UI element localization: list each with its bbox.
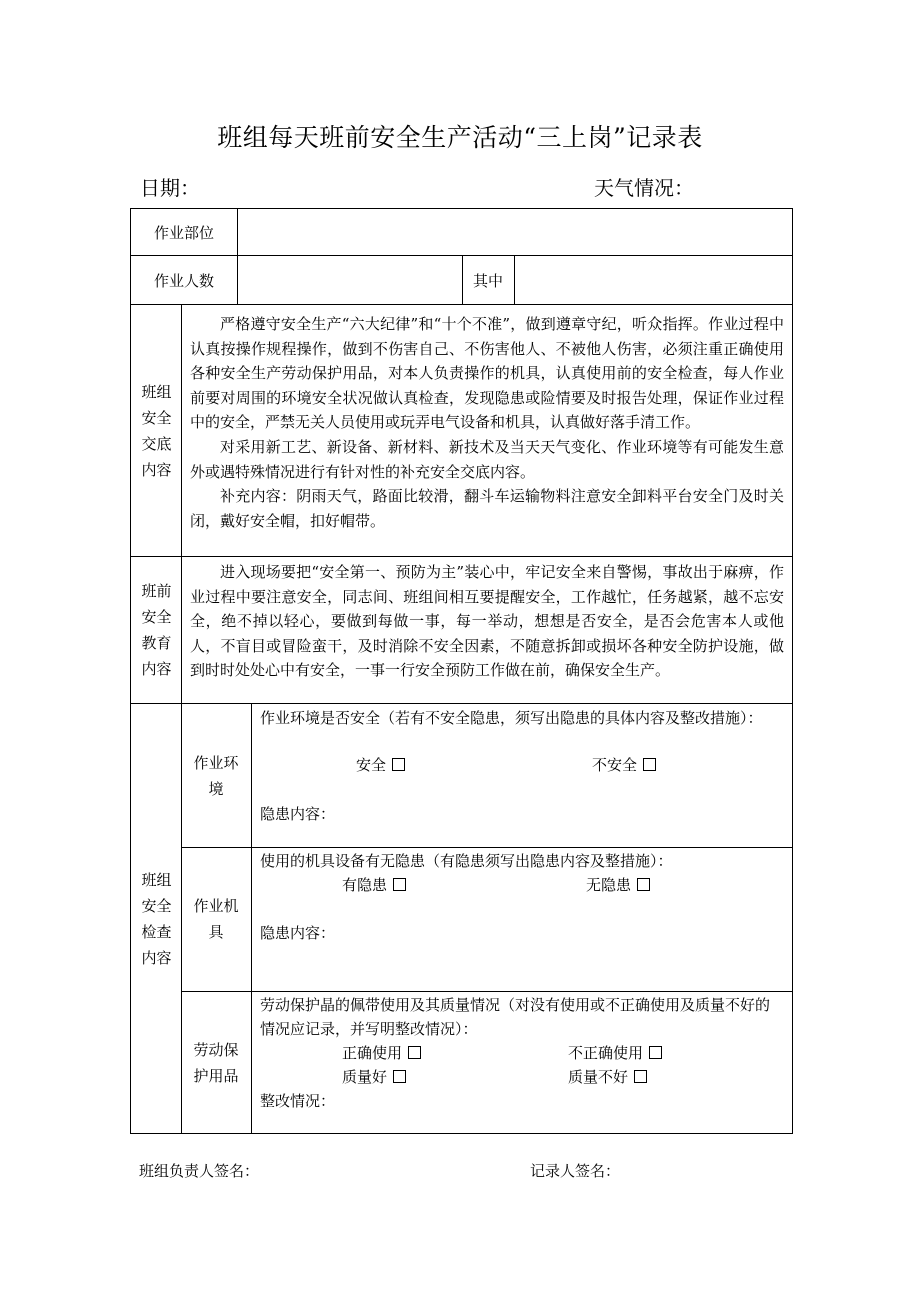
option-unsafe[interactable]: 不安全 (592, 754, 656, 775)
option-safe[interactable]: 安全 (356, 754, 405, 775)
checkbox-icon[interactable] (393, 1070, 406, 1083)
safety-education-content (181, 557, 792, 703)
protection-section (251, 991, 792, 1135)
row-safety-inspection (130, 703, 793, 1134)
checkbox-icon[interactable] (408, 1046, 421, 1059)
row-safety-education (130, 556, 793, 704)
leader-signature-label: 班组负责人签名： (139, 1162, 260, 1180)
environment-section (251, 704, 792, 847)
weather-label: 天气情况： (594, 176, 694, 200)
checkbox-icon[interactable] (649, 1046, 662, 1059)
checkbox-icon[interactable] (393, 878, 406, 891)
safety-briefing-label: 班组 安全 交底 内容 (141, 382, 172, 479)
option-bad-quality[interactable]: 质量不好 (568, 1066, 647, 1087)
option-good-quality[interactable]: 质量好 (342, 1066, 406, 1087)
safety-inspection-label: 班组 安全 检查 内容 (141, 870, 172, 967)
row-work-count (130, 255, 793, 305)
date-label: 日期： (140, 176, 200, 200)
page-title: 班组每天班前安全生产活动“三上岗”记录表 (217, 123, 703, 152)
option-no-hazard[interactable]: 无隐患 (586, 874, 650, 895)
among-value[interactable] (514, 256, 792, 304)
equipment-question: 使用的机具设备有无隐患（有隐患须写出隐患内容及整措施）： (260, 852, 673, 870)
briefing-paragraph-3: 补充内容：阴雨天气，路面比较滑，翻斗车运输物料注意安全卸料平台安全门及时关闭，戴好安全帽，扣好帽带。 (190, 487, 784, 530)
row-safety-briefing (130, 304, 793, 557)
checkbox-icon[interactable] (643, 758, 656, 771)
work-count-label: 作业人数 (153, 271, 214, 290)
safety-briefing-content (181, 305, 792, 556)
option-correct-use[interactable]: 正确使用 (342, 1042, 421, 1063)
row-work-location (130, 208, 793, 256)
option-has-hazard[interactable]: 有隐患 (342, 874, 406, 895)
among-label: 其中 (472, 271, 503, 290)
rectify-label: 整改情况： (260, 1092, 336, 1110)
briefing-paragraph-1: 严格遵守安全生产“六大纪律”和“十个不准”，做到遵章守纪，听众指挥。作业过程中认真按操作规程操作，做到不伤害自己、不伤害他人、不被他人伤害，必须注重正确使用各种安全生产劳动保护用品，对本人负责操作的机具，认真使用前的安全检查，每人作业前要对周围的环境安全状况做认真检查，发现隐患或险情要及时报告处理，保证作业过程中的安全，严禁无关人员使用或玩弄电气设备和机具，认真做好落手清工作。 (190, 315, 784, 432)
checkbox-icon[interactable] (392, 758, 405, 771)
work-location-label: 作业部位 (153, 223, 214, 242)
protection-label: 劳动保 护用品 (193, 1041, 239, 1085)
environment-hazard-label: 隐患内容： (260, 805, 336, 823)
environment-question: 作业环境是否安全（若有不安全隐患，须写出隐患的具体内容及整改措施）： (260, 709, 763, 727)
protection-question: 劳动保护晶的佩带使用及其质量情况（对没有使用或不正确使用及质量不好的情况应记录，并写明整改情况）： (260, 996, 771, 1038)
checkbox-icon[interactable] (637, 878, 650, 891)
recorder-signature-label: 记录人签名： (530, 1162, 621, 1180)
equipment-label: 作业机 具 (193, 897, 239, 941)
equipment-hazard-label: 隐患内容： (260, 924, 336, 942)
environment-label: 作业环 境 (193, 753, 239, 798)
work-location-value[interactable] (237, 209, 792, 255)
safety-education-label: 班前 安全 教育 内容 (141, 582, 172, 678)
checkbox-icon[interactable] (634, 1070, 647, 1083)
equipment-section (251, 847, 792, 991)
option-incorrect-use[interactable]: 不正确使用 (568, 1042, 662, 1063)
briefing-paragraph-2: 对采用新工艺、新设备、新材料、新技术及当天天气变化、作业环境等有可能发生意外或遇特殊情况进行有针对性的补充安全交底内容。 (190, 437, 784, 481)
education-paragraph: 进入现场要把“安全第一、预防为主”装心中，牢记安全来自警惕，事故出于麻痹，作业过程中要注意安全，同志间、班组间相互要提醒安全，工作越忙，任务越紧，越不忘安全，绝不掉以轻心，要做到每做一事，每一举动，想想是否安全，是否会危害本人或他人，不盲目或冒险蛮干，及时消除不安全因素，不随意拆卸或损坏各种安全防护设施，做到时时处处心中有安全，一事一行安全预防工作做在前，确保安全生产。 (190, 563, 784, 680)
